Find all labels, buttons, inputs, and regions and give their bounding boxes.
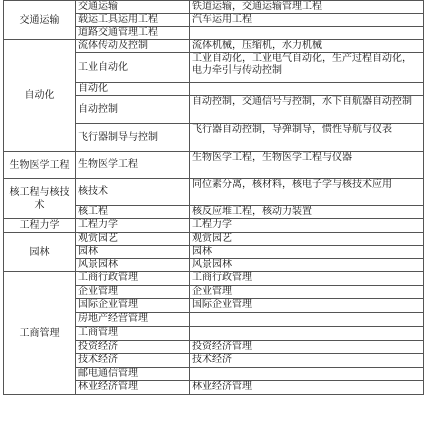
major-name-cell: 工业自动化 — [76, 53, 190, 83]
former-majors-cell: 核反应堆工程，核动力装置 — [190, 206, 424, 219]
former-majors-cell: 园林 — [190, 246, 424, 259]
table-row — [4, 219, 424, 233]
major-category-table — [3, 0, 424, 395]
category-label: 工程力学 — [19, 220, 60, 231]
former-majors-cell: 汽车运用工程 — [190, 14, 424, 27]
major-name-cell: 国际企业管理 — [76, 299, 190, 313]
former-majors-cell: 观赏园艺 — [190, 233, 424, 246]
category-cell — [4, 152, 76, 179]
table-row — [4, 272, 424, 286]
major-name-cell: 道路交通管理工程 — [76, 27, 190, 40]
major-name-cell: 房地产经营管理 — [76, 313, 190, 327]
major-name-cell: 园林 — [76, 246, 190, 259]
category-label: 自动化 — [24, 90, 55, 101]
category-cell — [4, 179, 76, 219]
former-majors-cell: 投资经济管理 — [190, 341, 424, 354]
former-majors-cell: 企业管理 — [190, 286, 424, 299]
major-name-cell: 林业经济管理 — [76, 381, 190, 395]
former-majors-cell: 同位素分离，核材料，核电子学与核技术应用 — [190, 179, 424, 206]
category-label: 核工程与核技术 — [9, 186, 70, 211]
table-row — [4, 40, 424, 53]
category-label: 生物医学工程 — [9, 159, 70, 171]
category-cell — [4, 1, 76, 40]
major-name-cell: 风景园林 — [76, 259, 190, 272]
former-majors-cell: 工业自动化，工业电气自动化，生产过程自动化，电力牵引与传动控制 — [190, 53, 424, 83]
major-name-cell: 流体传动及控制 — [76, 40, 190, 53]
major-name-cell: 工商行政管理 — [76, 272, 190, 286]
major-name-cell: 自动化 — [76, 83, 190, 96]
table-row — [4, 152, 424, 179]
former-majors-cell: 自动控制，交通信号与控制，水下自航器自动控制 — [190, 96, 424, 124]
major-name-cell: 观赏园艺 — [76, 233, 190, 246]
table-body — [4, 1, 424, 395]
former-majors-cell: 国际企业管理 — [190, 299, 424, 313]
table-row — [4, 1, 424, 14]
former-majors-cell: 工程力学 — [190, 219, 424, 233]
former-majors-cell: 流体机械，压缩机，水力机械 — [190, 40, 424, 53]
major-name-cell: 核技术 — [76, 179, 190, 206]
former-majors-cell — [190, 83, 424, 96]
category-cell — [4, 233, 76, 272]
former-majors-cell: 风景园林 — [190, 259, 424, 272]
former-majors-cell — [190, 368, 424, 381]
former-majors-cell: 工商行政管理 — [190, 272, 424, 286]
major-name-cell: 技术经济 — [76, 354, 190, 368]
category-label: 交通运输 — [19, 14, 60, 26]
former-majors-cell: 飞行器自动控制，导弹制导，惯性导航与仪表 — [190, 124, 424, 152]
major-name-cell: 工商管理 — [76, 327, 190, 341]
major-name-cell: 载运工具运用工程 — [76, 14, 190, 27]
table-row — [4, 233, 424, 246]
category-cell — [4, 40, 76, 152]
former-majors-cell: 铁道运输，交通运输管理工程 — [190, 1, 424, 14]
major-name-cell: 交通运输 — [76, 1, 190, 14]
major-name-cell: 核工程 — [76, 206, 190, 219]
former-majors-cell — [190, 27, 424, 40]
category-label: 工商管理 — [19, 327, 60, 339]
category-cell — [4, 219, 76, 233]
former-majors-cell: 生物医学工程，生物医学工程与仪器 — [190, 152, 424, 179]
major-name-cell: 企业管理 — [76, 286, 190, 299]
major-name-cell: 工程力学 — [76, 219, 190, 233]
table-row — [4, 179, 424, 206]
major-name-cell: 自动控制 — [76, 96, 190, 124]
major-name-cell: 飞行器制导与控制 — [76, 124, 190, 152]
former-majors-cell — [190, 313, 424, 327]
category-cell — [4, 272, 76, 395]
major-name-cell: 邮电通信管理 — [76, 368, 190, 381]
former-majors-cell: 技术经济 — [190, 354, 424, 368]
former-majors-cell — [190, 327, 424, 341]
former-majors-cell: 林业经济管理 — [190, 381, 424, 395]
major-name-cell: 投资经济 — [76, 341, 190, 354]
category-label: 园林 — [29, 246, 50, 258]
major-name-cell: 生物医学工程 — [76, 152, 190, 179]
